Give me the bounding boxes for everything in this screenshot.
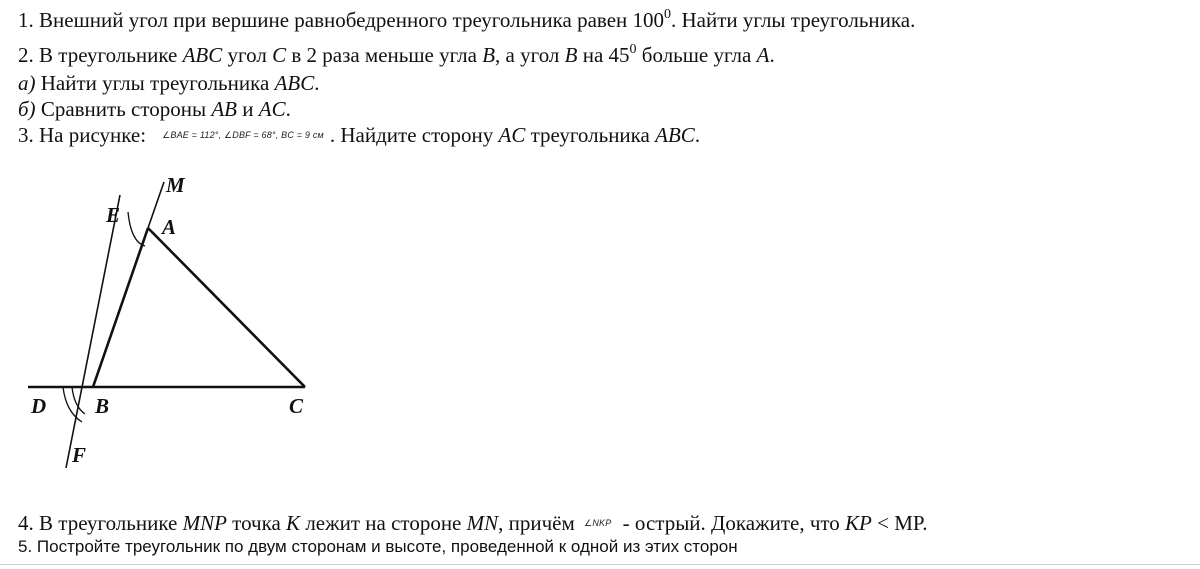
bottom-divider: [0, 564, 1200, 565]
degree-sup: 0: [664, 7, 672, 22]
triangle-name: ABC: [274, 71, 315, 95]
triangle-name: ABC: [182, 43, 223, 67]
side-ac: [148, 228, 305, 387]
subitem-marker: а): [18, 71, 36, 95]
problem-1: [18, 7, 915, 33]
label-f: F: [72, 443, 87, 467]
degree-sup: 0: [629, 42, 637, 57]
angle-name: B: [482, 43, 496, 67]
problem-2-text: .: [769, 43, 775, 67]
problem-4-text: 4. В треугольнике: [18, 511, 183, 535]
problem-3-text: 3. На рисунке:: [18, 123, 147, 147]
problem-2-text: угол: [222, 43, 273, 67]
problem-3-text: . Найдите сторону: [329, 123, 499, 147]
label-c: C: [289, 394, 304, 418]
problem-2a: [18, 70, 319, 96]
angle-name: B: [564, 43, 578, 67]
side-name: AC: [498, 123, 526, 147]
side-name: AB: [211, 97, 238, 121]
problem-5: [18, 536, 738, 558]
label-b: B: [95, 394, 110, 418]
problem-3-text: треугольника: [525, 123, 656, 147]
problem-5-text: 5. Постройте треугольник по двум сторонам и высоте, проведенной к одной из этих сторон: [18, 537, 738, 556]
problem-3-text: .: [694, 123, 701, 147]
problem-2b-text: .: [285, 97, 291, 121]
problem-4-text: точка: [226, 511, 287, 535]
angle-name: C: [272, 43, 287, 67]
problem-4-text: лежит на стороне: [300, 511, 467, 535]
inline-formula: ∠BAE = 112°, ∠DBF = 68°, BC = 9 см: [162, 130, 324, 140]
side-name: MN: [466, 511, 499, 535]
problem-2-text: , а угол: [495, 43, 565, 67]
angle-name: A: [756, 43, 770, 67]
label-e: E: [106, 203, 121, 227]
triangle-name: MNP: [182, 511, 227, 535]
problem-2-text: на 45: [577, 43, 630, 67]
side-ab: [93, 228, 148, 387]
problem-2b-text: и: [237, 97, 259, 121]
label-d: D: [31, 394, 47, 418]
problem-2b: [18, 96, 291, 122]
problem-2-text: 2. В треугольнике: [18, 43, 183, 67]
inline-formula: ∠NKP: [584, 518, 612, 528]
problem-4-text: , причём: [498, 511, 581, 535]
angle-arc-dbf-inner: [72, 387, 85, 414]
problem-2b-text: Сравнить стороны: [35, 97, 212, 121]
problem-2-text: в 2 раза меньше угла: [286, 43, 483, 67]
subitem-marker: б): [18, 97, 36, 121]
triangle-name: ABC: [655, 123, 695, 147]
problem-4-text: - острый. Докажите, что: [617, 511, 846, 535]
problem-2: [18, 42, 775, 68]
label-m: M: [166, 173, 185, 197]
side-name: KP: [845, 511, 872, 535]
problem-2a-text: Найти углы треугольника: [35, 71, 275, 95]
point-name: K: [286, 511, 301, 535]
problem-1-suffix: . Найти углы треугольника.: [671, 8, 916, 32]
problem-2a-text: .: [314, 71, 320, 95]
problem-3: [18, 122, 700, 152]
label-a: A: [162, 215, 177, 239]
side-name: AC: [258, 97, 286, 121]
problem-4-text: < MP.: [871, 511, 928, 535]
problem-1-text: 1. Внешний угол при вершине равнобедренного треугольника равен 100: [18, 8, 665, 32]
problem-2-text: больше угла: [636, 43, 757, 67]
triangle-figure: [0, 160, 360, 470]
